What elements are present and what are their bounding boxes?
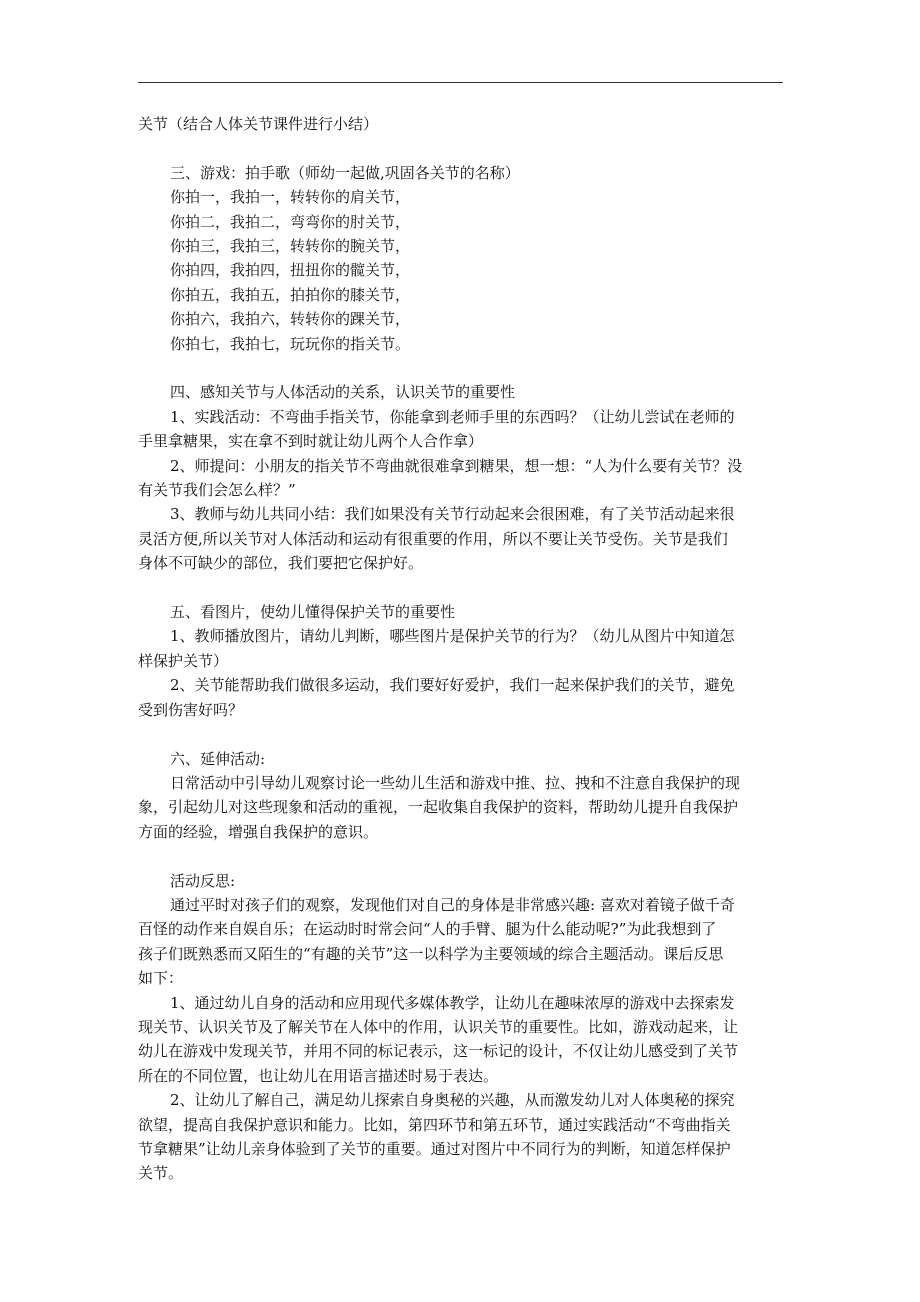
- text-line: 孩子们既熟悉而又陌生的“有趣的关节”这一以科学为主要领域的综合主题活动。课后反思: [138, 944, 724, 963]
- text-line: 日常活动中引导幼儿观察讨论一些幼儿生活和游戏中推、拉、拽和不注意自我保护的现: [170, 773, 741, 792]
- paragraph-gap: [138, 136, 783, 160]
- text-line: 3、教师与幼儿共同小结：我们如果没有关节行动起来会很困难，有了关节活动起来很: [170, 505, 735, 524]
- text-line: 四、感知关节与人体活动的关系，认识关节的重要性: [170, 383, 516, 402]
- text-line: 身体不可缺少的部位，我们要把它保护好。: [138, 554, 424, 573]
- paragraph-gap: [138, 576, 783, 600]
- text-line: 受到伤害好吗？: [138, 700, 244, 719]
- paragraph-gap: [138, 722, 783, 746]
- paragraph-gap: [138, 844, 783, 868]
- text-line: 灵活方便,所以关节对人体活动和运动有很重要的作用，所以不要让关节受伤。关节是我们: [138, 529, 728, 548]
- text-line: 节拿糖果”让幼儿亲身体验到了关节的重要。通过对图片中不同行为的判断，知道怎样保护: [138, 1139, 731, 1158]
- text-line: 你拍四，我拍四，扭扭你的髋关节，: [170, 261, 411, 280]
- text-line: 你拍五，我拍五，拍拍你的膝关节，: [170, 285, 411, 304]
- text-line: 你拍三，我拍三，转转你的腕关节，: [170, 237, 411, 256]
- text-line: 1、实践活动：不弯曲手指关节，你能拿到老师手里的东西吗？（让幼儿尝试在老师的: [170, 407, 735, 426]
- text-line: 通过平时对孩子们的观察，发现他们对自己的身体是非常感兴趣: 喜欢对着镜子做千奇: [170, 895, 735, 914]
- text-line: 1、教师播放图片，请幼儿判断，哪些图片是保护关节的行为？（幼儿从图片中知道怎: [170, 627, 735, 646]
- text-line: 欲望，提高自我保护意识和能力。比如，第四环节和第五环节，通过实践活动“不弯曲指关: [138, 1115, 731, 1134]
- text-line: 你拍一，我拍一，转转你的肩关节，: [170, 188, 411, 207]
- text-line: 现关节、认识关节及了解关节在人体中的作用，认识关节的重要性。比如，游戏动起来，让: [138, 1017, 739, 1036]
- text-line: 你拍六，我拍六，转转你的踝关节，: [170, 310, 411, 329]
- text-line: 活动反思:: [170, 871, 236, 890]
- text-line: 六、延伸活动:: [170, 749, 266, 768]
- text-line: 有关节我们会怎么样？”: [138, 481, 296, 500]
- document-body: [138, 112, 783, 1186]
- text-line: 你拍七，我拍七，玩玩你的指关节。: [170, 334, 411, 353]
- text-line: 方面的经验，增强自我保护的意识。: [138, 822, 379, 841]
- text-line: 2、关节能帮助我们做很多运动，我们要好好爱护，我们一起来保护我们的关节，避免: [170, 676, 735, 695]
- text-line: 1、通过幼儿自身的活动和应用现代多媒体教学，让幼儿在趣味浓厚的游戏中去探索发: [170, 993, 735, 1012]
- paragraph-gap: [138, 356, 783, 380]
- text-line: 所在的不同位置，也让幼儿在用语言描述时易于表达。: [138, 1066, 499, 1085]
- text-line: 手里拿糖果，实在拿不到时就让幼儿两个人合作拿）: [138, 432, 484, 451]
- text-line: 三、游戏：拍手歌（师幼一起做,巩固各关节的名称）: [170, 163, 520, 182]
- text-line: 2、师提问：小朋友的指关节不弯曲就很难拿到糖果，想一想：“人为什么要有关节？没: [170, 456, 743, 475]
- header-rule: [138, 82, 783, 83]
- text-line: 百怪的动作来自娱自乐；在运动时时常会问“人的手臂、腿为什么能动呢?”为此我想到了: [138, 920, 717, 939]
- text-line: 你拍二，我拍二，弯弯你的肘关节，: [170, 212, 411, 231]
- text-line: 样保护关节）: [138, 651, 229, 670]
- text-line: 如下：: [138, 969, 184, 988]
- text-line: 象，引起幼儿对这些现象和活动的重视，一起收集自我保护的资料，帮助幼儿提升自我保护: [138, 798, 739, 817]
- text-line: 2、让幼儿了解自己，满足幼儿探索自身奥秘的兴趣，从而激发幼儿对人体奥秘的探究: [170, 1091, 735, 1110]
- text-line: 五、看图片，使幼儿懂得保护关节的重要性: [170, 603, 456, 622]
- text-line: 关节。: [138, 1164, 184, 1183]
- text-line: 幼儿在游戏中发现关节，并用不同的标记表示，这一标记的设计，不仅让幼儿感受到了关节: [138, 1042, 739, 1061]
- text-line: 关节（结合人体关节课件进行小结）: [138, 115, 379, 133]
